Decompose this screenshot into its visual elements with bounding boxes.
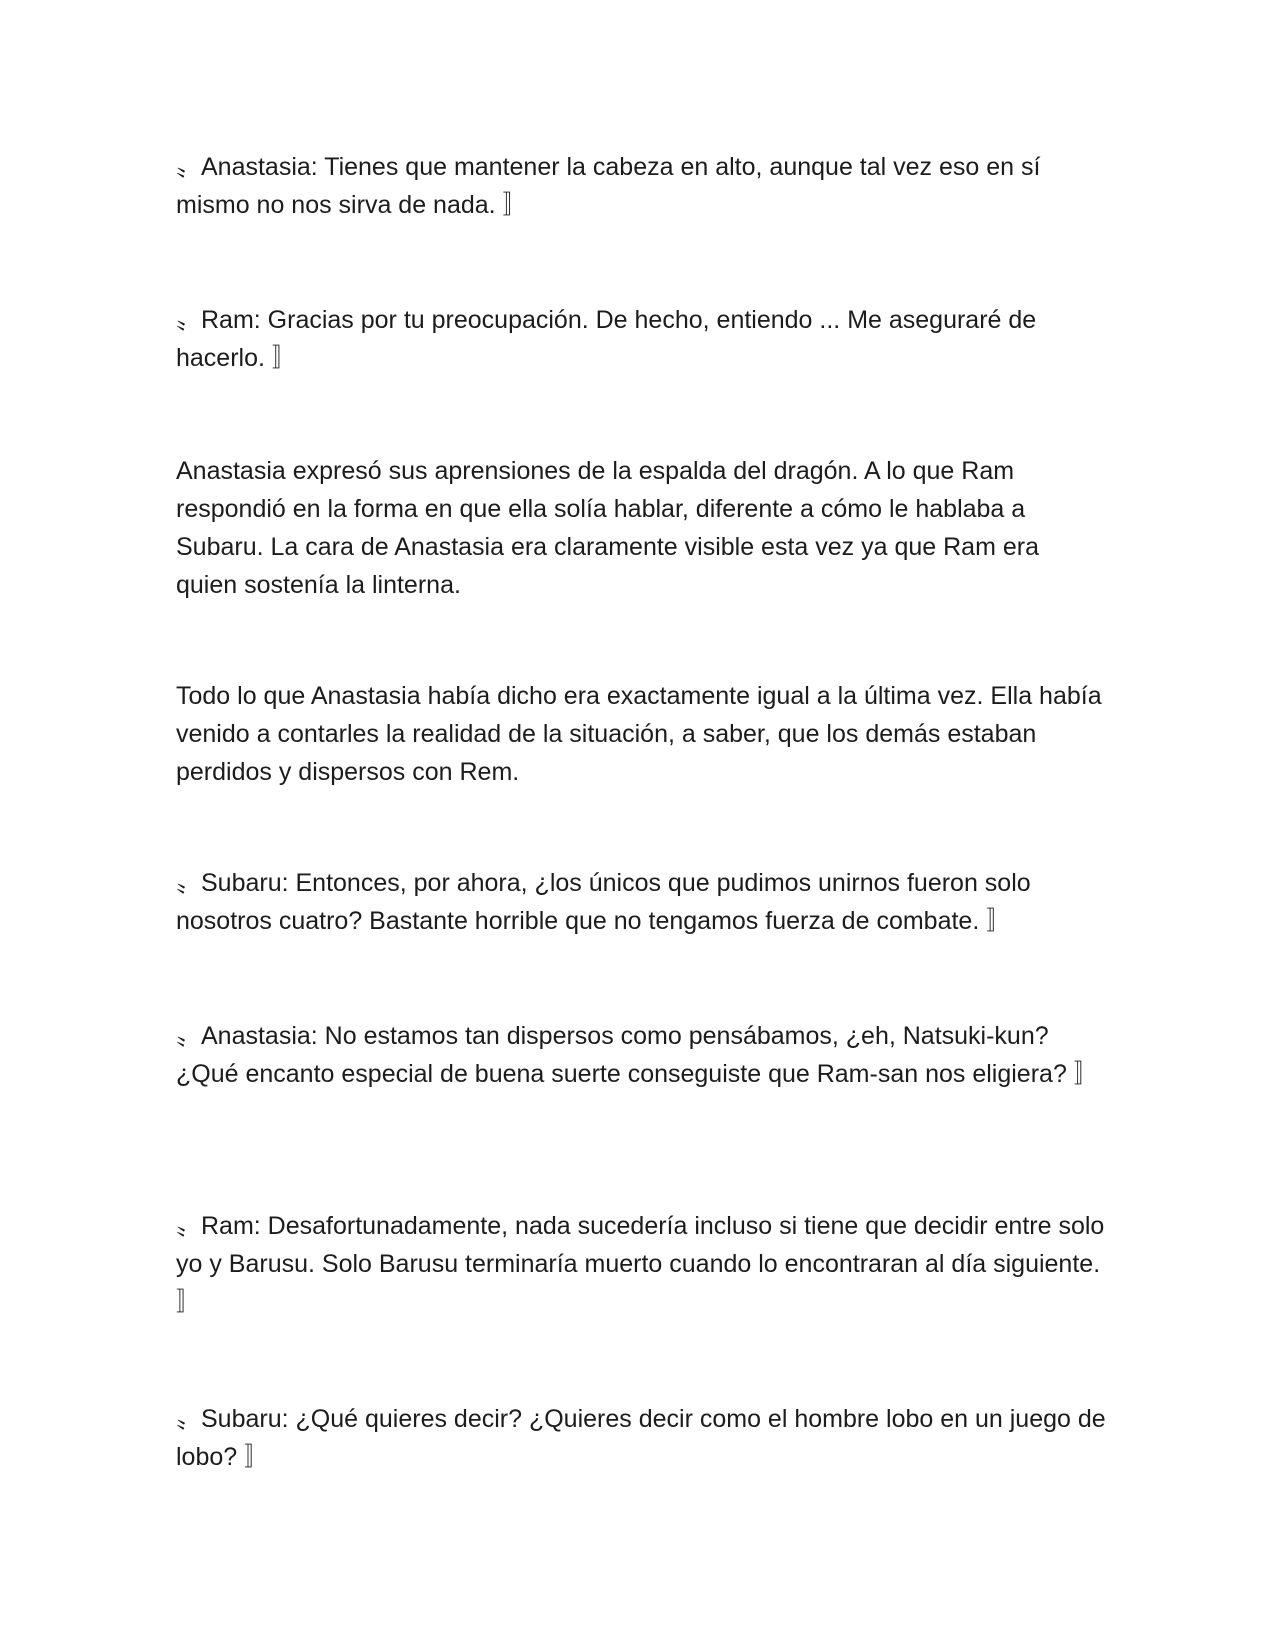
narration-paragraph-1: Anastasia expresó sus aprensiones de la espalda del dragón. A lo que Ram respondió en la forma en que ella solía hablar, diferente a cómo le hablaba a Subaru. La cara de Anastasia era claramente visible esta vez ya que Ram era quien sostenía la linterna. [176, 457, 1039, 599]
dialogue-ram-2: 〟Ram: Desafortunadamente, nada sucedería incluso si tiene que decidir entre solo yo y Barusu. Solo Barusu terminaría muerto cuando lo encontraran al día siguiente. 〛 [176, 1212, 1105, 1316]
dialogue-subaru-1: 〟Subaru: Entonces, por ahora, ¿los únicos que pudimos unirnos fueron solo nosotros cuatro? Bastante horrible que no tengamos fuerza de combate. 〛 [176, 869, 1031, 935]
dialogue-ram-1: 〟Ram: Gracias por tu preocupación. De hecho, entiendo ... Me aseguraré de hacerlo. 〛 [176, 306, 1037, 372]
narration-paragraph-2: Todo lo que Anastasia había dicho era exactamente igual a la última vez. Ella había venido a contarles la realidad de la situación, a saber, que los demás estaban perdidos y dispersos con Rem. [176, 682, 1102, 786]
dialogue-anastasia-1: 〟Anastasia: Tienes que mantener la cabeza en alto, aunque tal vez eso en sí mismo no nos sirva de nada. 〛 [176, 153, 1041, 219]
dialogue-anastasia-2: 〟Anastasia: No estamos tan dispersos como pensábamos, ¿eh, Natsuki-kun? ¿Qué encanto especial de buena suerte conseguiste que Ram-san nos eligiera? 〛 [176, 1022, 1099, 1088]
dialogue-subaru-2: 〟Subaru: ¿Qué quieres decir? ¿Quieres decir como el hombre lobo en un juego de lobo? 〛 [176, 1405, 1106, 1471]
